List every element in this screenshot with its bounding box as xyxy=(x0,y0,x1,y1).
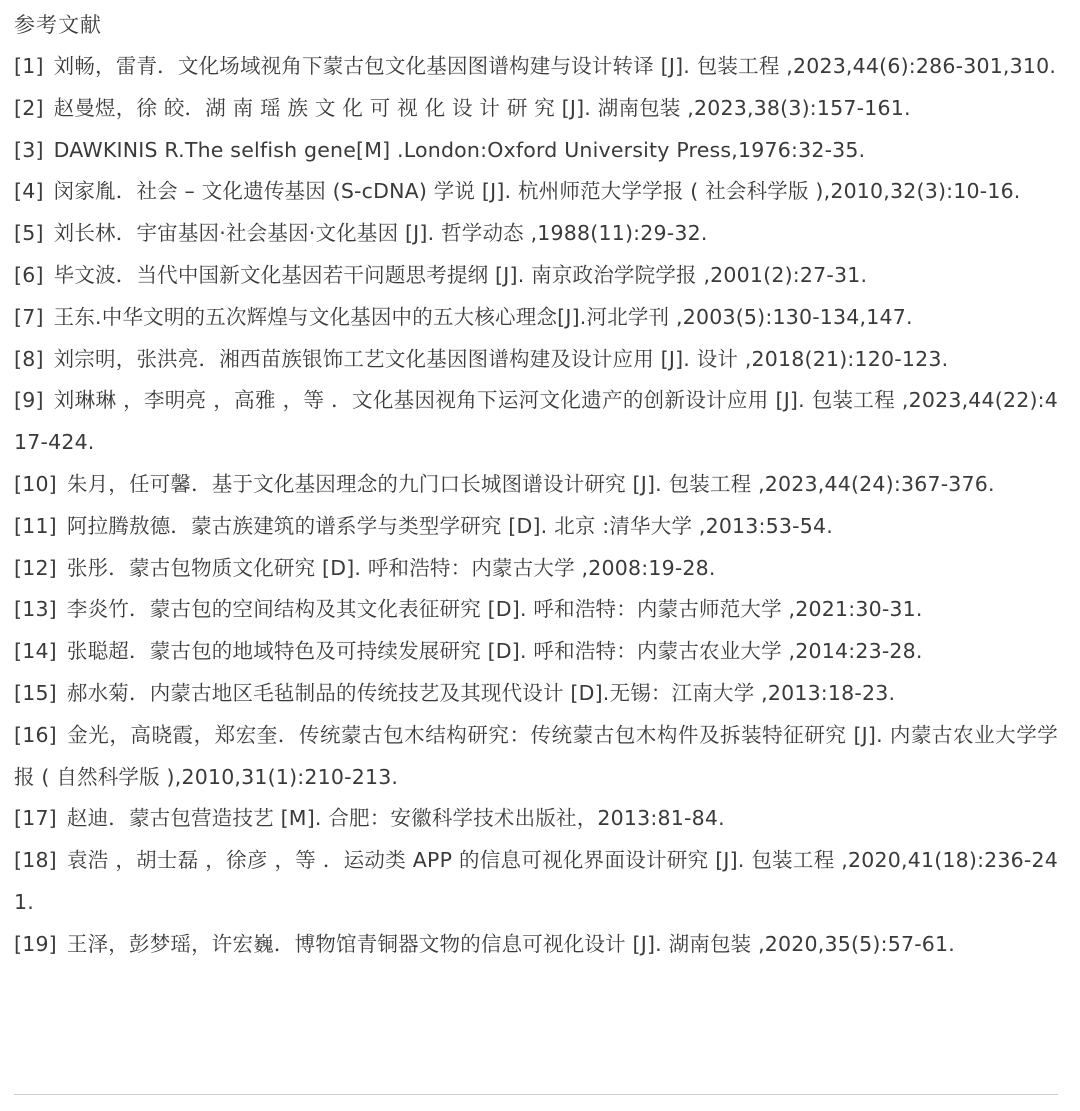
reference-item-16 xyxy=(14,715,1058,799)
reference-text: 李炎竹．蒙古包的空间结构及其文化表征研究 [D]. 呼和浩特：内蒙古师范大学 ,2021:30-31. xyxy=(66,597,923,622)
reference-item-6 xyxy=(14,255,1058,297)
reference-text: 张彤．蒙古包物质文化研究 [D]. 呼和浩特：内蒙古大学 ,2008:19-28. xyxy=(66,555,716,580)
reference-number: [17] xyxy=(14,806,57,831)
reference-number: [13] xyxy=(14,597,57,622)
reference-number: [8] xyxy=(14,346,44,371)
reference-number: [3] xyxy=(14,137,44,162)
reference-text: 张聪超．蒙古包的地域特色及可持续发展研究 [D]. 呼和浩特：内蒙古农业大学 ,2014:23-28. xyxy=(66,639,923,664)
reference-text: 赵曼煜，徐 皎．湖 南 瑶 族 文 化 可 视 化 设 计 研 究 [J]. 湖南包装 ,2023,38(3):157-161. xyxy=(53,95,911,120)
reference-number: [9] xyxy=(14,388,44,413)
reference-item-14 xyxy=(14,631,1058,673)
reference-item-11 xyxy=(14,506,1058,548)
reference-item-19 xyxy=(14,924,1058,966)
reference-text: 刘宗明，张洪亮．湘西苗族银饰工艺文化基因图谱构建及设计应用 [J]. 设计 ,2018(21):120-123. xyxy=(53,346,949,371)
reference-item-15 xyxy=(14,673,1058,715)
reference-item-18 xyxy=(14,840,1058,924)
reference-item-4 xyxy=(14,171,1058,213)
reference-item-2 xyxy=(14,88,1058,130)
reference-item-7 xyxy=(14,297,1058,339)
reference-text: 刘琳琳 ，李明亮 ，高雅 ，等 ．文化基因视角下运河文化遗产的创新设计应用 [J]. 包装工程 ,2023,44(22):417-424. xyxy=(14,388,1058,455)
reference-item-17 xyxy=(14,798,1058,840)
reference-text: 朱月，任可馨．基于文化基因理念的九门口长城图谱设计研究 [J]. 包装工程 ,2023,44(24):367-376. xyxy=(66,471,995,496)
reference-number: [11] xyxy=(14,513,57,538)
reference-number: [12] xyxy=(14,555,57,580)
reference-text: 阿拉腾敖德．蒙古族建筑的谱系学与类型学研究 [D]. 北京 :清华大学 ,2013:53-54. xyxy=(66,513,833,538)
reference-number: [2] xyxy=(14,95,44,120)
reference-list xyxy=(14,46,1058,966)
reference-number: [16] xyxy=(14,722,57,747)
reference-item-1 xyxy=(14,46,1058,88)
reference-number: [1] xyxy=(14,54,44,78)
reference-item-8 xyxy=(14,339,1058,381)
reference-text: 赵迪．蒙古包营造技艺 [M]. 合肥：安徽科学技术出版社，2013:81-84. xyxy=(66,806,725,831)
reference-text: 王东.中华文明的五次辉煌与文化基因中的五大核心理念[J].河北学刊 ,2003(5):130-134,147. xyxy=(53,304,913,329)
reference-text: DAWKINIS R.The selfish gene[M] .London:Oxford University Press,1976:32-35. xyxy=(53,137,866,162)
reference-text: 袁浩 ，胡士磊 ，徐彦 ，等 ．运动类 APP 的信息可视化界面设计研究 [J]. 包装工程 ,2020,41(18):236-241. xyxy=(14,848,1058,914)
reference-number: [4] xyxy=(14,179,44,204)
references-section xyxy=(14,4,1058,966)
reference-text: 金光，高晓霞，郑宏奎．传统蒙古包木结构研究：传统蒙古包木构件及拆装特征研究 [J]. 内蒙古农业大学学报 ( 自然科学版 ),2010,31(1):210-213. xyxy=(14,722,1058,789)
reference-text: 刘畅，雷青．文化场域视角下蒙古包文化基因图谱构建与设计转译 [J]. 包装工程 ,2023,44(6):286-301,310. xyxy=(53,54,1057,78)
reference-text: 刘长林．宇宙基因·社会基因·文化基因 [J]. 哲学动态 ,1988(11):29-32. xyxy=(53,221,708,246)
reference-item-12 xyxy=(14,548,1058,590)
reference-text: 王泽，彭梦瑶，许宏巍．博物馆青铜器文物的信息可视化设计 [J]. 湖南包装 ,2020,35(5):57-61. xyxy=(66,931,956,956)
references-heading: 参考文献 xyxy=(14,13,102,37)
reference-number: [7] xyxy=(14,304,44,329)
reference-item-5 xyxy=(14,213,1058,255)
reference-text: 闵家胤．社会 – 文化遗传基因 (S-cDNA) 学说 [J]. 杭州师范大学学报 ( 社会科学版 ),2010,32(3):10-16. xyxy=(53,179,1021,204)
reference-item-10 xyxy=(14,464,1058,506)
bottom-divider xyxy=(14,1094,1058,1095)
reference-number: [18] xyxy=(14,848,57,873)
reference-number: [15] xyxy=(14,680,57,705)
reference-text: 郝水菊．内蒙古地区毛毡制品的传统技艺及其现代设计 [D].无锡：江南大学 ,2013:18-23. xyxy=(66,680,896,705)
reference-number: [10] xyxy=(14,471,57,496)
reference-item-3 xyxy=(14,130,1058,172)
reference-number: [6] xyxy=(14,262,44,287)
reference-item-13 xyxy=(14,589,1058,631)
reference-text: 毕文波．当代中国新文化基因若干问题思考提纲 [J]. 南京政治学院学报 ,2001(2):27-31. xyxy=(53,262,868,287)
reference-number: [14] xyxy=(14,639,57,664)
reference-number: [5] xyxy=(14,221,44,246)
reference-number: [19] xyxy=(14,931,57,956)
reference-item-9 xyxy=(14,380,1058,464)
